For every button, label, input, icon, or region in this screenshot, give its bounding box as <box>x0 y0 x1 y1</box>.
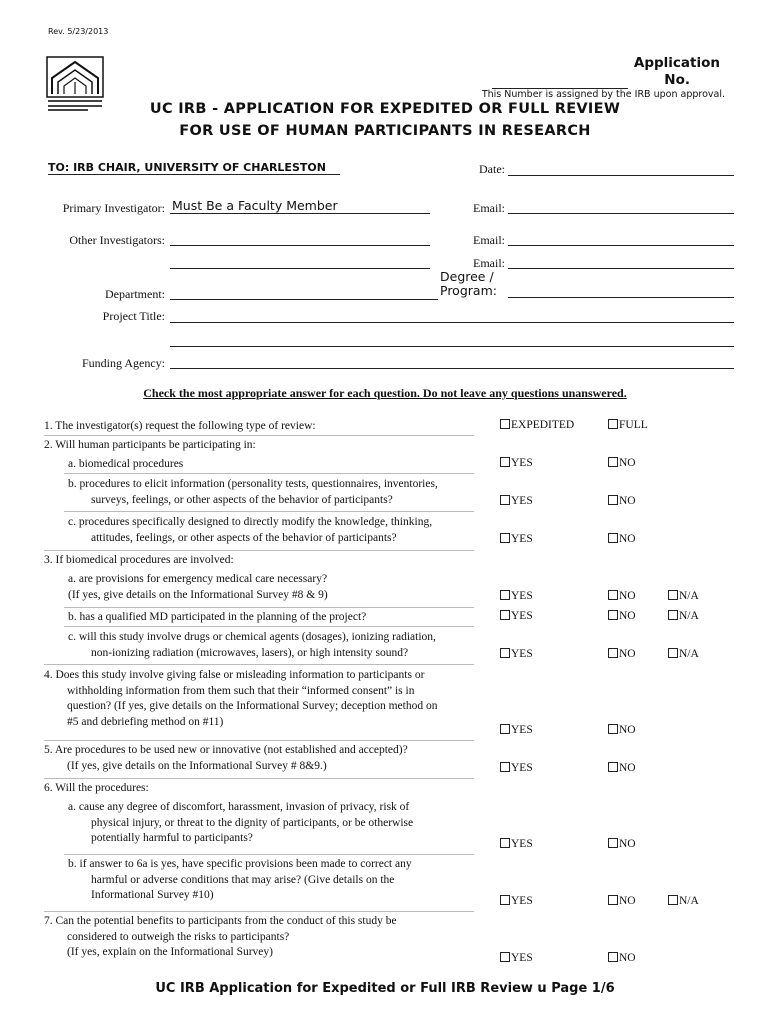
email-label-2: Email: <box>473 233 505 247</box>
expedited-checkbox[interactable]: EXPEDITED <box>500 419 574 431</box>
question-2c: c. procedures specifically designed to directly modify the knowledge, thinking, attitudes, feelings, or other aspects of the behavior of participants? <box>68 516 433 544</box>
degree-program-field[interactable] <box>508 297 734 298</box>
instructions: Check the most appropriate answer for each question. Do not leave any questions unanswered. <box>143 386 627 400</box>
divider <box>64 854 474 855</box>
q3b-no-checkbox[interactable]: NO <box>608 610 636 622</box>
project-title-label: Project Title: <box>102 309 165 323</box>
divider <box>64 607 474 608</box>
checkbox-icon <box>608 724 618 734</box>
q3c-na-checkbox[interactable]: N/A <box>668 648 699 660</box>
question-1: 1. The investigator(s) request the following type of review: <box>44 420 316 432</box>
q2a-no-checkbox[interactable]: NO <box>608 457 636 469</box>
to-recipient: TO: IRB CHAIR, UNIVERSITY OF CHARLESTON <box>48 161 340 175</box>
divider <box>44 911 474 912</box>
degree-program-label: Degree / Program: <box>440 269 497 298</box>
email-field-1[interactable] <box>508 213 734 214</box>
q4-no-checkbox[interactable]: NO <box>608 724 636 736</box>
q2b-no-checkbox[interactable]: NO <box>608 495 636 507</box>
q6b-na-checkbox[interactable]: N/A <box>668 895 699 907</box>
question-7: 7. Can the potential benefits to participants from the conduct of this study be considered to outweigh the risks to participants? (If yes, explain on the Informational Survey) <box>44 915 397 958</box>
divider <box>44 778 474 779</box>
checkbox-icon <box>608 457 618 467</box>
date-field[interactable] <box>508 175 734 176</box>
revision-date: Rev. 5/23/2013 <box>48 27 109 36</box>
question-3: 3. If biomedical procedures are involved: <box>44 554 234 566</box>
funding-agency-label: Funding Agency: <box>82 356 165 370</box>
department-field[interactable] <box>170 299 438 300</box>
project-title-field-1[interactable] <box>170 322 734 323</box>
q7-yes-checkbox[interactable]: YES <box>500 952 533 964</box>
q3a-yes-checkbox[interactable]: YES <box>500 590 533 602</box>
question-2a: a. biomedical procedures <box>68 458 184 470</box>
question-6b: b. if answer to 6a is yes, have specific provisions been made to correct any harmful or adverse conditions that may arise? (Give details on the Informational Survey #10) <box>68 858 412 901</box>
q3c-yes-checkbox[interactable]: YES <box>500 648 533 660</box>
email-field-3[interactable] <box>508 268 734 269</box>
form-title-line-1: UC IRB - APPLICATION FOR EXPEDITED OR FULL REVIEW <box>149 101 621 117</box>
q3b-yes-checkbox[interactable]: YES <box>500 610 533 622</box>
checkbox-icon <box>608 952 618 962</box>
page-footer: UC IRB Application for Expedited or Full IRB Review u Page 1/6 <box>155 981 615 996</box>
checkbox-icon <box>500 724 510 734</box>
q2c-yes-checkbox[interactable]: YES <box>500 533 533 545</box>
q6a-yes-checkbox[interactable]: YES <box>500 838 533 850</box>
divider <box>64 473 474 474</box>
checkbox-icon <box>500 533 510 543</box>
application-number-label-2: No. <box>664 72 690 88</box>
primary-investigator-label: Primary Investigator: <box>62 201 165 215</box>
checkbox-icon <box>608 533 618 543</box>
divider <box>44 435 474 436</box>
checkbox-icon <box>500 419 510 429</box>
question-5: 5. Are procedures to be used new or innovative (not established and accepted)? (If yes, give details on the Informational Survey # 8&9.) <box>44 744 408 772</box>
other-investigators-field-2[interactable] <box>170 268 430 269</box>
q6b-yes-checkbox[interactable]: YES <box>500 895 533 907</box>
divider <box>64 626 474 627</box>
divider <box>44 740 474 741</box>
checkbox-icon <box>500 648 510 658</box>
email-label-1: Email: <box>473 201 505 215</box>
q5-yes-checkbox[interactable]: YES <box>500 762 533 774</box>
question-6a: a. cause any degree of discomfort, harassment, invasion of privacy, risk of physical injury, or threat to the dignity of participants, or be otherwise potentially harmful to participants? <box>68 801 414 844</box>
form-title-line-2: FOR USE OF HUMAN PARTICIPANTS IN RESEARCH <box>179 123 591 139</box>
checkbox-icon <box>500 610 510 620</box>
primary-investigator-value: Must Be a Faculty Member <box>172 198 338 213</box>
question-4: 4. Does this study involve giving false or misleading information to participants or withholding information from them such that their “informed consent” is in question? (If yes, give details on the Informational Survey; deception method on #5 and debriefing method on #11) <box>44 669 438 728</box>
other-investigators-label: Other Investigators: <box>69 233 165 247</box>
funding-agency-field[interactable] <box>170 368 734 369</box>
primary-investigator-field[interactable] <box>170 213 430 214</box>
question-6: 6. Will the procedures: <box>44 782 149 794</box>
q4-yes-checkbox[interactable]: YES <box>500 724 533 736</box>
project-title-field-2[interactable] <box>170 346 734 347</box>
divider <box>44 550 474 551</box>
checkbox-icon <box>668 590 678 600</box>
checkbox-icon <box>500 838 510 848</box>
university-logo <box>46 56 104 112</box>
checkbox-icon <box>500 457 510 467</box>
q6b-no-checkbox[interactable]: NO <box>608 895 636 907</box>
q2a-yes-checkbox[interactable]: YES <box>500 457 533 469</box>
application-number-label: Application <box>633 55 720 71</box>
divider <box>64 511 474 512</box>
checkbox-icon <box>500 495 510 505</box>
checkbox-icon <box>500 952 510 962</box>
checkbox-icon <box>608 895 618 905</box>
checkbox-icon <box>608 610 618 620</box>
checkbox-icon <box>608 419 618 429</box>
q3a-no-checkbox[interactable]: NO <box>608 590 636 602</box>
checkbox-icon <box>608 838 618 848</box>
q7-no-checkbox[interactable]: NO <box>608 952 636 964</box>
date-label: Date: <box>479 162 505 176</box>
q6a-no-checkbox[interactable]: NO <box>608 838 636 850</box>
q2b-yes-checkbox[interactable]: YES <box>500 495 533 507</box>
question-3b: b. has a qualified MD participated in the planning of the project? <box>68 611 367 623</box>
checkbox-icon <box>608 762 618 772</box>
question-3a: a. are provisions for emergency medical care necessary? (If yes, give details on the Informational Survey #8 & 9) <box>68 573 328 601</box>
checkbox-icon <box>668 648 678 658</box>
q5-no-checkbox[interactable]: NO <box>608 762 636 774</box>
q3c-no-checkbox[interactable]: NO <box>608 648 636 660</box>
checkbox-icon <box>608 495 618 505</box>
assigned-note: This Number is assigned by the IRB upon approval. <box>481 89 725 100</box>
email-field-2[interactable] <box>508 245 734 246</box>
email-label-3: Email: <box>473 256 505 270</box>
question-3c: c. will this study involve drugs or chemical agents (dosages), ionizing radiation, non-ionizing radiation (microwaves, lasers), or high intensity sound? <box>68 631 436 659</box>
other-investigators-field-1[interactable] <box>170 245 430 246</box>
checkbox-icon <box>500 590 510 600</box>
checkbox-icon <box>500 762 510 772</box>
question-2b: b. procedures to elicit information (personality tests, questionnaires, inventories, surveys, feelings, or other aspects of the behavior of participants? <box>68 478 438 506</box>
checkbox-icon <box>668 895 678 905</box>
q3b-na-checkbox[interactable]: N/A <box>668 610 699 622</box>
divider <box>44 664 474 665</box>
checkbox-icon <box>608 648 618 658</box>
q3a-na-checkbox[interactable]: N/A <box>668 590 699 602</box>
question-2: 2. Will human participants be participating in: <box>44 439 256 451</box>
checkbox-icon <box>668 610 678 620</box>
department-label: Department: <box>105 287 165 301</box>
full-checkbox[interactable]: FULL <box>608 419 648 431</box>
q2c-no-checkbox[interactable]: NO <box>608 533 636 545</box>
checkbox-icon <box>500 895 510 905</box>
checkbox-icon <box>608 590 618 600</box>
